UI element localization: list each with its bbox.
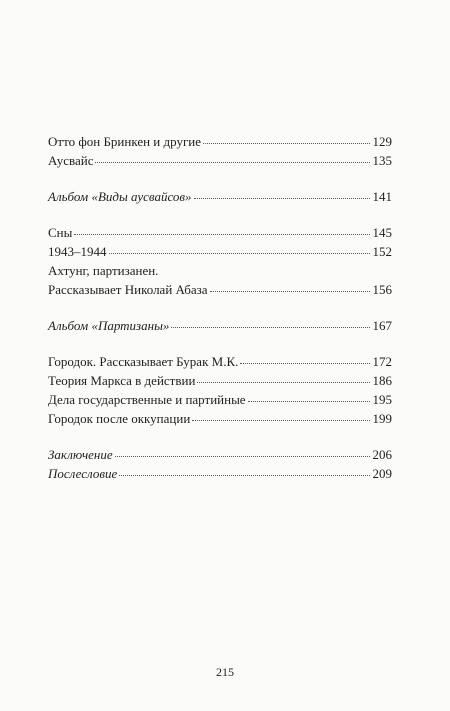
toc-entry-page: 199: [372, 411, 392, 426]
toc-entry-page: 209: [372, 466, 392, 481]
toc-entry-title: Городок. Рассказывает Бурак М.К.: [48, 354, 239, 369]
leader-dots: [74, 233, 369, 235]
toc-entry[interactable]: [48, 151, 392, 170]
leader-dots: [197, 381, 369, 383]
toc-entry-title: Отто фон Бринкен и другие: [48, 134, 202, 149]
toc-entry[interactable]: [48, 242, 392, 261]
leader-dots: [95, 161, 369, 163]
toc-entry-title: Альбом «Партизаны»: [48, 318, 170, 333]
section-gap: [48, 299, 392, 316]
toc-entry-title: Послесловие: [48, 466, 118, 481]
leader-dots: [194, 197, 370, 199]
toc-entry[interactable]: [48, 352, 392, 371]
toc-entry-page: 156: [372, 282, 392, 297]
toc-entry[interactable]: [48, 280, 392, 299]
toc-entry[interactable]: [48, 445, 392, 464]
toc-entry[interactable]: [48, 390, 392, 409]
leader-dots: [171, 326, 369, 328]
toc-entry[interactable]: [48, 409, 392, 428]
leader-dots: [240, 362, 369, 364]
leader-dots: [248, 400, 370, 402]
page-number: 215: [216, 665, 234, 679]
leader-dots: [109, 252, 370, 254]
section-gap: [48, 335, 392, 352]
toc-entry-page: 172: [372, 354, 392, 369]
toc-entry-title: Сны: [48, 225, 73, 240]
toc-entry[interactable]: [48, 371, 392, 390]
toc-entry-title: 1943–1944: [48, 244, 107, 259]
toc-entry-title: Теория Маркса в действии: [48, 373, 196, 388]
toc-entry[interactable]: [48, 132, 392, 151]
toc-entry-page: 186: [372, 373, 392, 388]
toc-entry-page: 206: [372, 447, 392, 462]
toc-entry-page: 152: [372, 244, 392, 259]
toc-entry-page: 145: [372, 225, 392, 240]
toc-entry[interactable]: [48, 223, 392, 242]
toc-entry-title: Альбом «Виды аусвайсов»: [48, 189, 192, 204]
section-gap: [48, 206, 392, 223]
toc-entry[interactable]: [48, 187, 392, 206]
toc-entry-page: 135: [372, 153, 392, 168]
leader-dots: [192, 419, 369, 421]
toc-entry[interactable]: [48, 464, 392, 483]
toc-entry-page: 141: [372, 189, 392, 204]
toc-entry-title: Городок после оккупации: [48, 411, 191, 426]
section-gap: [48, 170, 392, 187]
toc-entry-title: Аусвайс: [48, 153, 94, 168]
leader-dots: [203, 142, 369, 144]
toc-entry-title: Дела государственные и партийные: [48, 392, 246, 407]
leader-dots: [210, 290, 370, 292]
toc-entry-title: Заключение: [48, 447, 113, 462]
toc-entry-title-line: Ахтунг, партизанен.: [48, 263, 159, 278]
section-gap: [48, 428, 392, 445]
toc-entry[interactable]: [48, 316, 392, 335]
toc-entry-page: 167: [372, 318, 392, 333]
toc-entry-page: 129: [372, 134, 392, 149]
toc-entry-page: 195: [372, 392, 392, 407]
table-of-contents: [48, 132, 392, 483]
toc-entry-title: Рассказывает Николай Абаза: [48, 282, 208, 297]
leader-dots: [115, 455, 370, 457]
leader-dots: [119, 474, 369, 476]
